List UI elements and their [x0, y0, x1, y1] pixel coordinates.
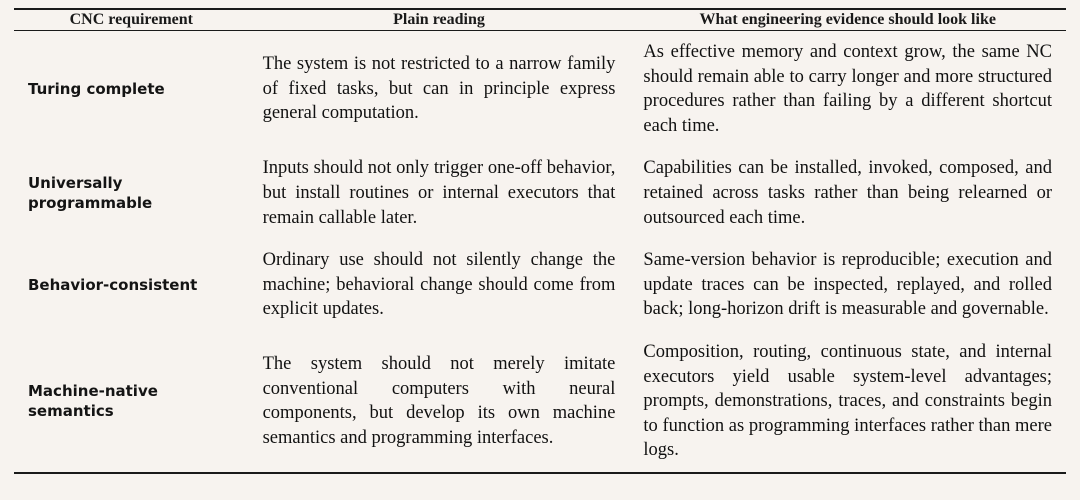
row-evidence: Capabilities can be installed, invoked, composed, and retained across tasks rather than being relearned or outsourced each time. [643, 158, 1052, 228]
row-plain-reading: Inputs should not only trigger one-off behavior, but install routines or internal executors that remain callable later. [262, 158, 616, 228]
row-plain-reading: The system should not merely imitate conventional computers with neural components, but develop its own machine semantics and programming interfaces. [262, 354, 616, 449]
table-row [14, 331, 1066, 473]
row-evidence: As effective memory and context grow, the same NC should remain able to carry longer and more structured procedures rather than failing by a different shortcut each time. [643, 42, 1052, 136]
table-row [14, 147, 1066, 239]
column-header-plain-reading: Plain reading [393, 11, 485, 28]
page-bottom-margin [0, 474, 1080, 484]
page-top-margin [0, 0, 1080, 8]
table-row [14, 239, 1066, 331]
row-requirement-label: Machine-native semantics [28, 382, 158, 421]
row-evidence: Same-version behavior is reproducible; execution and update traces can be inspected, replayed, and rolled back; long-horizon drift is measurable and governable. [643, 250, 1052, 320]
table-row [14, 31, 1066, 147]
row-requirement-label: Universally programmable [28, 174, 153, 213]
row-plain-reading: The system is not restricted to a narrow family of fixed tasks, but can in principle express general computation. [262, 54, 616, 124]
row-evidence: Composition, routing, continuous state, and internal executors yield usable system-level advantages; prompts, demonstrations, traces, and constraints begin to function as programming interfaces rather than mere logs. [643, 341, 1052, 461]
column-header-engineering-evidence: What engineering evidence should look like [699, 11, 996, 28]
column-header-cnc-requirement: CNC requirement [69, 11, 193, 28]
table-header-row [14, 10, 1066, 31]
cnc-requirements-table [14, 8, 1066, 474]
row-requirement-label: Turing complete [28, 80, 165, 99]
cnc-requirements-table-container [0, 8, 1080, 474]
row-plain-reading: Ordinary use should not silently change the machine; behavioral change should come from explicit updates. [262, 250, 616, 320]
row-requirement-label: Behavior-consistent [28, 275, 198, 294]
